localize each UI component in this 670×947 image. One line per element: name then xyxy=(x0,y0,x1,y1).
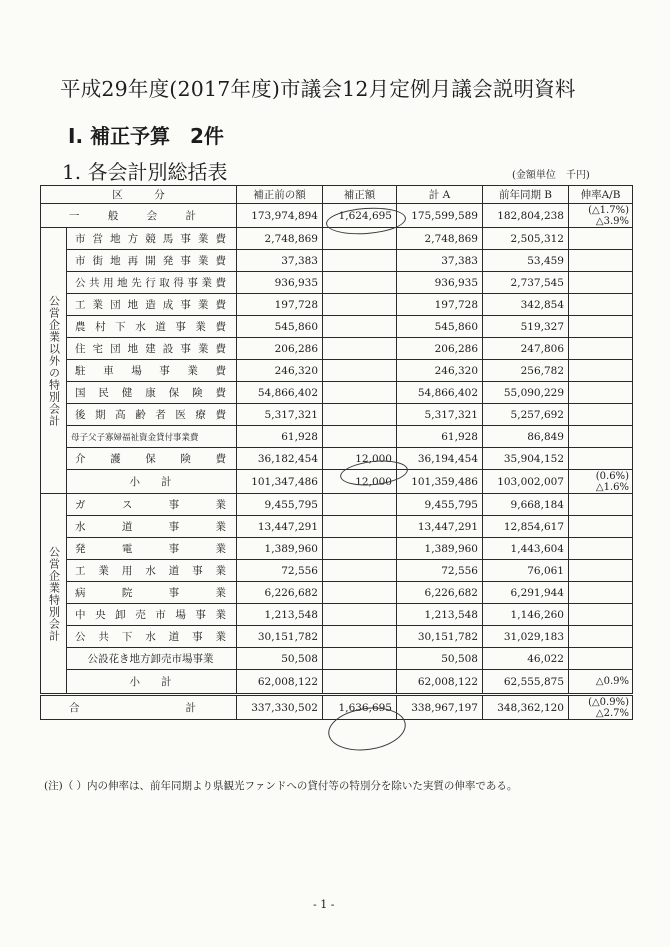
amount-before: 936,935 xyxy=(237,272,323,294)
table-row xyxy=(41,626,633,648)
amount-supplement xyxy=(323,560,397,582)
amount-supplement xyxy=(323,426,397,448)
amount-prev-year: 519,327 xyxy=(483,316,569,338)
grand-total-row xyxy=(41,695,633,720)
amount-supplement xyxy=(323,360,397,382)
rate-cell xyxy=(569,404,633,426)
amount-prev-year: 76,061 xyxy=(483,560,569,582)
amount-before: 2,748,869 xyxy=(237,228,323,250)
amount-before: 30,151,782 xyxy=(237,626,323,648)
amount-before: 61,928 xyxy=(237,426,323,448)
amount-prev-year: 1,443,604 xyxy=(483,538,569,560)
subtotal-rate-line1: (0.6%) xyxy=(595,470,629,482)
account-name: 公共下水道事業 xyxy=(67,626,237,648)
amount-total: 197,728 xyxy=(397,294,483,316)
subtotal-rate xyxy=(569,470,633,494)
grand-total-rate-line2: △2.7% xyxy=(595,707,629,719)
grand-total-rate-line1: (△0.9%) xyxy=(588,696,629,708)
rate-cell xyxy=(569,316,633,338)
rate-cell xyxy=(569,294,633,316)
amount-supplement xyxy=(323,316,397,338)
amount-prev-year: 2,505,312 xyxy=(483,228,569,250)
amount-total: 54,866,402 xyxy=(397,382,483,404)
rate-cell xyxy=(569,382,633,404)
amount-prev-year: 342,854 xyxy=(483,294,569,316)
subsection-heading: 1. 各会計別総括表 xyxy=(62,160,228,184)
amount-prev-year: 5,257,692 xyxy=(483,404,569,426)
amount-prev-year: 35,904,152 xyxy=(483,448,569,470)
table-row xyxy=(41,538,633,560)
amount-total: 72,556 xyxy=(397,560,483,582)
account-name: 発電事業 xyxy=(67,538,237,560)
account-name: 水道事業 xyxy=(67,516,237,538)
general-rate xyxy=(569,204,633,228)
account-name: ガス事業 xyxy=(67,494,237,516)
amount-total: 6,226,682 xyxy=(397,582,483,604)
account-name: 後期高齢者医療費 xyxy=(67,404,237,426)
amount-total: 5,317,321 xyxy=(397,404,483,426)
grand-total-rate xyxy=(569,695,633,720)
subtotal-name: 小 計 xyxy=(67,670,237,695)
header-before: 補正前の額 xyxy=(237,186,323,204)
amount-before: 6,226,682 xyxy=(237,582,323,604)
subtotal-row xyxy=(41,670,633,695)
rate-cell xyxy=(569,560,633,582)
header-prev-year: 前年同期 B xyxy=(483,186,569,204)
subtotal-prev-year: 62,555,875 xyxy=(483,670,569,695)
amount-prev-year: 247,806 xyxy=(483,338,569,360)
general-prev-year: 182,804,238 xyxy=(483,204,569,228)
amount-total: 1,389,960 xyxy=(397,538,483,560)
account-name: 工業用水道事業 xyxy=(67,560,237,582)
table-row xyxy=(41,448,633,470)
amount-total: 13,447,291 xyxy=(397,516,483,538)
table-row xyxy=(41,516,633,538)
amount-total: 206,286 xyxy=(397,338,483,360)
amount-total: 246,320 xyxy=(397,360,483,382)
amount-supplement xyxy=(323,626,397,648)
amount-before: 37,383 xyxy=(237,250,323,272)
amount-supplement xyxy=(323,604,397,626)
unit-note: (金額単位 千円) xyxy=(512,170,590,181)
amount-total: 1,213,548 xyxy=(397,604,483,626)
table-row xyxy=(41,404,633,426)
amount-prev-year: 53,459 xyxy=(483,250,569,272)
amount-before: 54,866,402 xyxy=(237,382,323,404)
rate-cell xyxy=(569,538,633,560)
amount-total: 30,151,782 xyxy=(397,626,483,648)
table-row xyxy=(41,360,633,382)
table-row xyxy=(41,582,633,604)
header-rate: 伸率A/B xyxy=(569,186,633,204)
table-row xyxy=(41,316,633,338)
header-supplement: 補正額 xyxy=(323,186,397,204)
subtotal-supplement xyxy=(323,670,397,695)
amount-before: 36,182,454 xyxy=(237,448,323,470)
amount-before: 1,389,960 xyxy=(237,538,323,560)
subtotal-supplement: 12,000 xyxy=(323,470,397,494)
rate-cell xyxy=(569,604,633,626)
general-supplement: 1,624,695 xyxy=(323,204,397,228)
account-name: 市街地再開発事業費 xyxy=(67,250,237,272)
amount-prev-year: 55,090,229 xyxy=(483,382,569,404)
subtotal-before: 101,347,486 xyxy=(237,470,323,494)
rate-cell xyxy=(569,272,633,294)
amount-total: 37,383 xyxy=(397,250,483,272)
amount-prev-year: 46,022 xyxy=(483,648,569,670)
amount-prev-year: 31,029,183 xyxy=(483,626,569,648)
group2-label: 公営企業特別会計 xyxy=(41,494,67,695)
amount-supplement xyxy=(323,582,397,604)
rate-cell xyxy=(569,626,633,648)
group1-label: 公営企業以外の特別会計 xyxy=(41,228,67,494)
amount-supplement xyxy=(323,648,397,670)
account-name: 駐車場事業費 xyxy=(67,360,237,382)
rate-cell xyxy=(569,494,633,516)
subtotal-total: 62,008,122 xyxy=(397,670,483,695)
amount-supplement xyxy=(323,228,397,250)
general-account-row xyxy=(41,204,633,228)
general-account-name: 一 般 会 計 xyxy=(41,204,237,228)
amount-before: 197,728 xyxy=(237,294,323,316)
amount-before: 5,317,321 xyxy=(237,404,323,426)
subtotal-total: 101,359,486 xyxy=(397,470,483,494)
table-row xyxy=(41,648,633,670)
amount-before: 1,213,548 xyxy=(237,604,323,626)
grand-total-prev-year: 348,362,120 xyxy=(483,695,569,720)
table-row xyxy=(41,494,633,516)
table-row xyxy=(41,294,633,316)
grand-total-name: 合 計 xyxy=(41,695,237,720)
amount-prev-year: 12,854,617 xyxy=(483,516,569,538)
table-row xyxy=(41,426,633,448)
subtotal-rate-line2: △1.6% xyxy=(595,481,629,493)
subtotal-prev-year: 103,002,007 xyxy=(483,470,569,494)
amount-supplement xyxy=(323,272,397,294)
subtotal-row xyxy=(41,470,633,494)
table-row xyxy=(41,272,633,294)
account-name: 農村下水道事業費 xyxy=(67,316,237,338)
grand-total-total: 338,967,197 xyxy=(397,695,483,720)
account-name: 公設花き地方卸売市場事業 xyxy=(67,648,237,670)
amount-supplement xyxy=(323,404,397,426)
rate-cell xyxy=(569,648,633,670)
amount-supplement xyxy=(323,516,397,538)
amount-supplement xyxy=(323,250,397,272)
rate-cell xyxy=(569,360,633,382)
table-row xyxy=(41,338,633,360)
amount-prev-year: 9,668,184 xyxy=(483,494,569,516)
budget-summary-table xyxy=(40,185,633,720)
amount-before: 13,447,291 xyxy=(237,516,323,538)
general-rate-line1: (△1.7%) xyxy=(588,204,629,216)
amount-supplement xyxy=(323,382,397,404)
rate-cell xyxy=(569,448,633,470)
footnote: (注)（ ）内の伸率は、前年同期より県観光ファンドへの貸付等の特別分を除いた実質の伸率である。 xyxy=(44,780,518,792)
amount-total: 936,935 xyxy=(397,272,483,294)
amount-before: 72,556 xyxy=(237,560,323,582)
amount-supplement xyxy=(323,294,397,316)
rate-cell xyxy=(569,338,633,360)
amount-total: 36,194,454 xyxy=(397,448,483,470)
header-total: 計 A xyxy=(397,186,483,204)
account-name: 住宅団地建設事業費 xyxy=(67,338,237,360)
amount-prev-year: 1,146,260 xyxy=(483,604,569,626)
amount-before: 206,286 xyxy=(237,338,323,360)
header-category: 区 分 xyxy=(41,186,237,204)
table-row xyxy=(41,250,633,272)
rate-cell xyxy=(569,582,633,604)
amount-supplement xyxy=(323,494,397,516)
amount-supplement: 12,000 xyxy=(323,448,397,470)
account-name: 公共用地先行取得事業費 xyxy=(67,272,237,294)
group1-body xyxy=(41,228,633,494)
amount-prev-year: 2,737,545 xyxy=(483,272,569,294)
grand-total-before: 337,330,502 xyxy=(237,695,323,720)
amount-before: 9,455,795 xyxy=(237,494,323,516)
amount-supplement xyxy=(323,338,397,360)
amount-total: 50,508 xyxy=(397,648,483,670)
amount-supplement xyxy=(323,538,397,560)
account-name: 中央卸売市場事業 xyxy=(67,604,237,626)
amount-total: 2,748,869 xyxy=(397,228,483,250)
amount-prev-year: 6,291,944 xyxy=(483,582,569,604)
account-name: 母子父子寡婦福祉資金貸付事業費 xyxy=(67,426,237,448)
table-row xyxy=(41,382,633,404)
grand-total-supplement: 1,636,695 xyxy=(323,695,397,720)
account-name: 工業団地造成事業費 xyxy=(67,294,237,316)
table-row xyxy=(41,228,633,250)
amount-prev-year: 256,782 xyxy=(483,360,569,382)
amount-before: 545,860 xyxy=(237,316,323,338)
table-row xyxy=(41,560,633,582)
account-name: 市営地方競馬事業費 xyxy=(67,228,237,250)
amount-before: 50,508 xyxy=(237,648,323,670)
page-number: - 1 - xyxy=(313,898,335,911)
rate-cell xyxy=(569,426,633,448)
amount-total: 61,928 xyxy=(397,426,483,448)
amount-before: 246,320 xyxy=(237,360,323,382)
account-name: 介護保険費 xyxy=(67,448,237,470)
amount-total: 9,455,795 xyxy=(397,494,483,516)
general-total: 175,599,589 xyxy=(397,204,483,228)
table-header-row xyxy=(41,186,633,204)
subtotal-before: 62,008,122 xyxy=(237,670,323,695)
group2-body xyxy=(41,494,633,695)
general-rate-line2: △3.9% xyxy=(595,215,629,227)
general-before: 173,974,894 xyxy=(237,204,323,228)
rate-cell xyxy=(569,228,633,250)
document-title: 平成29年度(2017年度)市議会12月定例月議会説明資料 xyxy=(60,77,576,101)
rate-cell xyxy=(569,250,633,272)
rate-cell xyxy=(569,516,633,538)
amount-total: 545,860 xyxy=(397,316,483,338)
amount-prev-year: 86,849 xyxy=(483,426,569,448)
section-heading: Ⅰ. 補正予算 2件 xyxy=(68,124,224,148)
account-name: 国民健康保険費 xyxy=(67,382,237,404)
account-name: 病院事業 xyxy=(67,582,237,604)
subtotal-rate: △0.9% xyxy=(569,670,633,695)
table-row xyxy=(41,604,633,626)
subtotal-name: 小 計 xyxy=(67,470,237,494)
